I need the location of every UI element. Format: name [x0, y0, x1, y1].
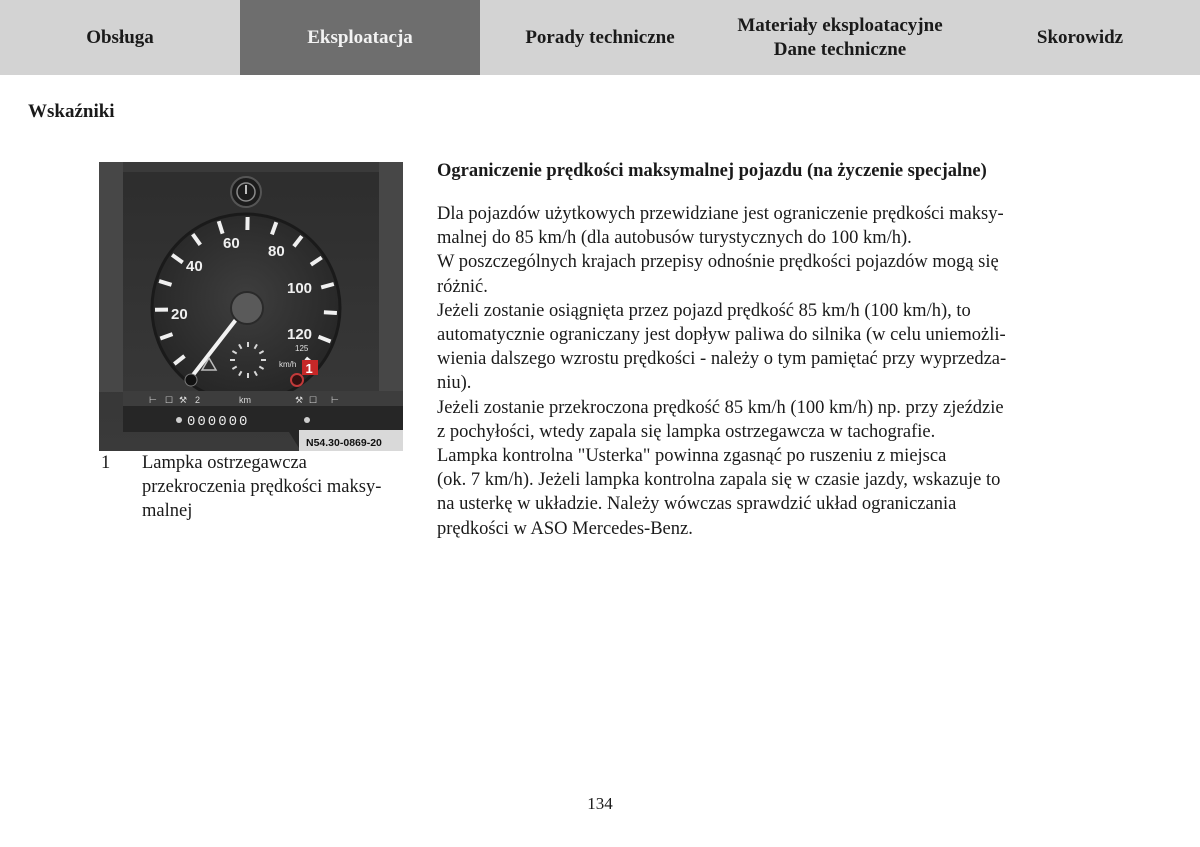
caption-line: malnej: [142, 501, 193, 521]
indicator-number: 2: [195, 395, 201, 405]
caption-line: Lampka ostrzegawcza: [142, 453, 307, 473]
tab-obsluga-label: Obsługa: [86, 26, 154, 48]
page-number: 134: [587, 794, 613, 813]
unit-kmh-label: km/h: [279, 360, 297, 369]
tab-skorowidz[interactable]: [960, 0, 1200, 75]
callout-number: 1: [305, 361, 313, 376]
text-line: na usterkę w układzie. Należy wówczas sprawdzić układ ograniczania: [437, 494, 957, 515]
text-line: Dla pojazdów użytkowych przewidziane jest ograniczenie prędkości maksy-: [437, 204, 1004, 224]
odometer-dot-left: [176, 417, 182, 423]
fault-lamp: [185, 374, 197, 386]
tachograph-image: [99, 162, 403, 451]
speed-label-20: 20: [171, 306, 188, 323]
section-title: Wskaźniki: [28, 101, 115, 122]
caption-text: [142, 451, 412, 523]
needle-hub: [231, 292, 263, 324]
text-line: różnić.: [437, 276, 488, 297]
reference-number: N54.30-0869-20: [306, 437, 382, 449]
indicator-symbol-4: ⚒: [295, 395, 304, 405]
tab-materialy-label-line1: Materiały eksploatacyjne: [737, 14, 943, 36]
caption-number: 1: [101, 453, 111, 473]
tab-skorowidz-label: Skorowidz: [1036, 26, 1124, 48]
text-line: wienia dalszego wzrostu prędkości - należy o tym pamiętać przy wyprzedza-: [437, 349, 1007, 370]
speed-label-40: 40: [186, 258, 203, 275]
tab-porady-techniczne[interactable]: [480, 0, 720, 75]
text-line: Lampka kontrolna "Usterka" powinna zgasnąć po ruszeniu z miejsca: [437, 446, 947, 467]
text-line: Jeżeli zostanie przekroczona prędkość 85 km/h (100 km/h) np. przy zjeździe: [437, 397, 1004, 418]
dial-tick: [324, 312, 337, 313]
text-line: automatycznie ograniczany jest dopływ paliwa do silnika (w celu uniemożli-: [437, 325, 1006, 346]
main-text: [437, 158, 1067, 541]
speed-label-125: 125: [295, 344, 309, 353]
text-line: z pochyłości, wtedy zapala się lampka ostrzegawcza w tachografie.: [437, 421, 936, 442]
text-line: prędkości w ASO Mercedes-Benz.: [437, 518, 693, 539]
speed-label-80: 80: [268, 243, 285, 260]
indicator-symbol-5: ☐: [309, 395, 318, 405]
right-side-strip: [379, 162, 403, 392]
indicator-symbol-6: ⊢: [331, 395, 339, 405]
text-line: malnej do 85 km/h (dla autobusów turystycznych do 100 km/h).: [437, 228, 912, 249]
text-line: Jeżeli zostanie osiągnięta przez pojazd prędkość 85 km/h (100 km/h), to: [437, 300, 971, 321]
tab-materialy-label-line2: Dane techniczne: [773, 38, 907, 60]
main-paragraph: [437, 202, 1067, 541]
odometer-dot-right: [304, 417, 310, 423]
tab-porady-techniczne-label: Porady techniczne: [525, 26, 675, 48]
overspeed-warning-lamp: [291, 374, 303, 386]
text-line: niu).: [437, 373, 472, 394]
text-line: W poszczególnych krajach przepisy odnośnie prędkości pojazdów mogą się: [437, 252, 999, 273]
indicator-symbol-2: ☐: [165, 395, 174, 405]
top-navigation: [0, 0, 1200, 75]
speed-label-120: 120: [287, 326, 313, 343]
left-side-strip: [99, 162, 123, 392]
tab-materialy-label: [737, 14, 942, 62]
speed-label-100: 100: [287, 280, 313, 297]
odometer-digits: 000000: [187, 414, 250, 430]
tab-materialy-eksploatacyjne[interactable]: [720, 0, 960, 75]
main-heading: Ograniczenie prędkości maksymalnej pojazdu (na życzenie specjalne): [437, 161, 987, 181]
indicator-symbol-3: ⚒: [179, 395, 188, 405]
tab-obsluga[interactable]: [0, 0, 240, 75]
top-strip: [123, 162, 379, 172]
speed-label-60: 60: [223, 235, 240, 252]
tab-eksploatacja-label: Eksploatacja: [307, 26, 413, 48]
indicator-symbol-1: ⊢: [149, 395, 157, 405]
tachograph-figure: [99, 162, 403, 451]
caption-line: przekroczenia prędkości maksy-: [142, 477, 382, 497]
unit-km-label: km: [239, 395, 251, 405]
tab-eksploatacja[interactable]: [240, 0, 480, 75]
text-line: (ok. 7 km/h). Jeżeli lampka kontrolna zapala się w czasie jazdy, wskazuje to: [437, 470, 1001, 491]
